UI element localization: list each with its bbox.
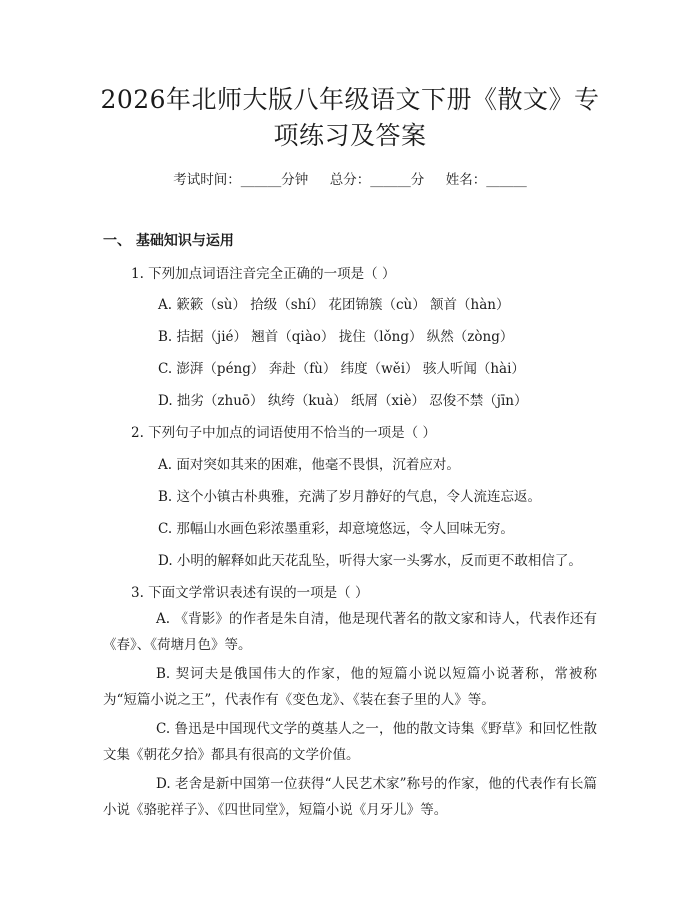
question-3-option-c: C. 鲁迅是中国现代文学的奠基人之一，他的散文诗集《野草》和回忆性散文集《朝花夕拾》都具有很高的文学价值。 (103, 721, 597, 763)
question-3-stem: 3. 下面文学常识表述有误的一项是（ ） (131, 585, 369, 601)
section-heading: 一、 基础知识与运用 (103, 233, 234, 249)
question-2-option-c: C. 那幅山水画色彩浓墨重彩，却意境悠远，令人回味无穷。 (158, 521, 514, 537)
question-2-stem: 2. 下列句子中加点的词语使用不恰当的一项是（ ） (131, 425, 436, 441)
exam-info-line: 考试时间：______分钟 总分：______分 姓名：______ (173, 172, 527, 188)
question-2-option-d: D. 小明的解释如此天花乱坠，听得大家一头雾水，反而更不敢相信了。 (158, 553, 582, 569)
question-3-option-d: D. 老舍是新中国第一位获得“人民艺术家”称号的作家，他的代表作有长篇小说《骆驼祥子》、《四世同堂》，短篇小说《月牙儿》等。 (103, 776, 597, 818)
question-2-option-b: B. 这个小镇古朴典雅，充满了岁月静好的气息，令人流连忘返。 (158, 489, 542, 505)
question-2-option-a: A. 面对突如其来的困难，他毫不畏惧，沉着应对。 (158, 457, 460, 473)
question-3-option-b: B. 契诃夫是俄国伟大的作家，他的短篇小说以短篇小说著称，常被称为“短篇小说之王”，代表作有《变色龙》、《装在套子里的人》等。 (103, 666, 597, 708)
document-title-line-2: 项练习及答案 (273, 121, 427, 150)
question-3-option-a: A. 《背影》的作者是朱自清，他是现代著名的散文家和诗人，代表作还有《春》、《荷塘月色》等。 (103, 611, 597, 653)
question-1-option-a: A. 簌簌（sù） 拾级（shí） 花团锦簇（cù） 颔首（hàn） (158, 297, 510, 313)
question-1-option-c: C. 澎湃（péng） 奔赴（fù） 纬度（wěi） 骇人听闻（hài） (158, 361, 525, 377)
question-1-stem: 1. 下列加点词语注音完全正确的一项是（ ） (131, 266, 396, 282)
question-1-option-b: B. 拮据（jié） 翘首（qiào） 拢住（lǒng） 纵然（zòng） (158, 329, 514, 345)
question-1-option-d: D. 拙劣（zhuō） 纨绔（kuà） 纸屑（xiè） 忍俊不禁（jīn） (158, 393, 528, 409)
document-title-line-1: 2026年北师大版八年级语文下册《散文》专 (100, 85, 600, 114)
